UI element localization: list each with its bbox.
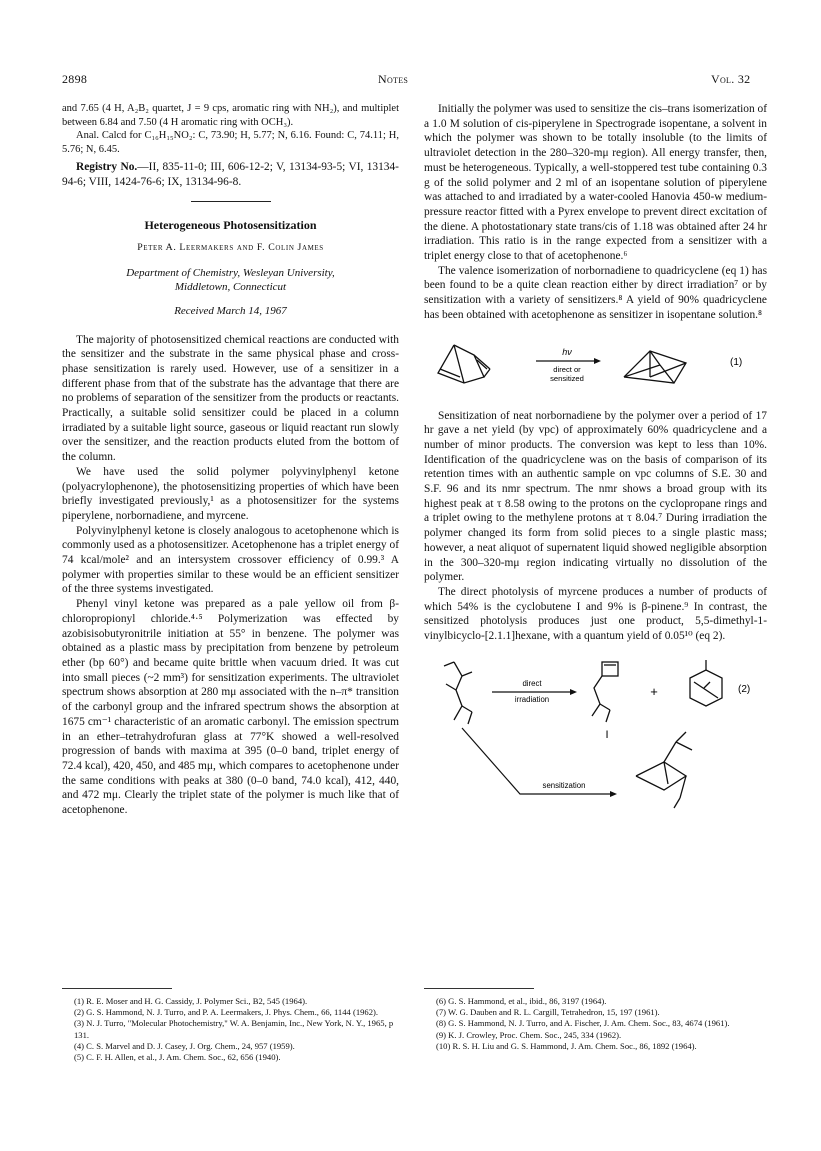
body-paragraph-2: We have used the solid polymer polyvinylphenyl ketone (polyacrylophenone), the photosensitizing properties of which have been briefly investigated previously,¹ as a photosensitizer for the systems piperylene, norbornadiene, and myrcene.: [62, 465, 399, 522]
volume-label: Vol. 32: [711, 72, 751, 86]
body-paragraph-5: Initially the polymer was used to sensitize the cis–trans isomerization of a 1.0 M solution of cis-piperylene in Spectrograde isopentane, a solvent in which the polymer was shown to be totally insoluble (to the limits of ultraviolet detection in the 280–320-mμ region). All energy transfer, then, must be heterogeneous. Typically, a well-stoppered test tube containing 0.3 g of the solid polymer and 2 ml of an isopentane solution of piperylene was attached to and irradiated by a water-cooled Hanovia 450-w medium-pressure reactor fitted with a Pyrex envelope to prevent direct excitation of the diene. A photostationary state trans/cis of 1.18 was obtained after 24 hr irradiation. This ratio is in the range expected from a sensitizer with a triplet energy close to that of acetophenone.⁶: [424, 103, 767, 263]
footnote-8: (8) G. S. Hammond, N. J. Turro, and A. Fischer, J. Am. Chem. Soc., 83, 4674 (1961).: [436, 1018, 730, 1029]
article-title: Heterogeneous Photosensitization: [144, 218, 317, 233]
eq1-arrow-top: hν: [562, 346, 572, 357]
eq1-arrow-bottom-1: direct or: [553, 364, 581, 374]
affiliation: [62, 266, 399, 294]
footnote-7: (7) W. G. Dauben and R. L. Cargill, Tetrahedron, 15, 197 (1961).: [436, 1007, 660, 1018]
body-paragraph-4: Phenyl vinyl ketone was prepared as a pale yellow oil from β-chloropropionyl chloride.⁴·⁵ Polymerization was effected by azobisisobutyronitrile initiation at 55° in benzene. The polymer was obtained as a plastic mass by precipitation from benzene by petroleum ether (bp 60°) and became quite brittle when vacuum dried. It was cut into small pieces (~2 mm³) for sensitization experiments. The ultraviolet spectrum shows absorption at 280 mμ associated with the n–π* transition of the carbonyl group and the infrared spectrum shows the absorption at 1675 cm⁻¹ characteristic of an aromatic carbonyl. The emission spectrum in an ether–tetrahydrofuran glass at 77°K showed a well-resolved progression of bands with maxima at 395 (0–0 band, triplet energy of 72.4 kcal), 420, 450, and 485 mμ, which compares to acetophenone under the same conditions with peaks at 380 (0–0 band, 74.0 kcal), 412, 440, and 472 mμ. Clearly the triplet state of the polymer is much like that of acetophenone.: [62, 598, 399, 817]
page-number: 2898: [62, 72, 88, 86]
body-paragraph-7: Sensitization of neat norbornadiene by the polymer over a period of 17 hr gave a net yield (by vpc) of approximately 60% quadricyclene and a number of minor products. The conversion was kept to less than 10%. Identification of the quadricyclene was on the basis of comparison of its retention times with an authentic sample on vpc columns of S.E. 30 and S.F. 96 and its nmr spectrum. The nmr shows a broad group with its highest peak at τ 8.58 owing to the protons on the cyclopropane rings and a triplet owing to the methylene protons at τ 8.04.⁷ During irradiation the polymer changed its form from solid pieces to a single plastic mass; however, a neat aliquot of supernatent liquid showed negligible absorption in the 300–320-mμ region indicating virtually no dissolution of the polymer.: [424, 409, 767, 584]
myrcene-scheme: [424, 658, 767, 810]
myrcene-structure: [444, 662, 472, 724]
registry-numbers: [62, 160, 399, 189]
footnote-1: (1) R. E. Moser and H. G. Cassidy, J. Polymer Sci., B2, 545 (1964).: [74, 996, 308, 1006]
body-paragraph-8: The direct photolysis of myrcene produces a number of products of which 54% is the cyclobutene I and 9% is β-pinene.⁹ In contrast, the sensitized photolysis produces just one product, 5,5-dimethyl-1-vinylbicyclo-[2.1.1]hexane, with a quantum yield of 0.05¹⁰ (eq 2).: [424, 585, 767, 643]
cyclobutene-structure: [592, 662, 618, 722]
footnote-rule-right: [424, 988, 534, 989]
registry-text: —II, 835-11-0; III, 606-12-2; V, 13134-93-5; VI, 13134-94-6; VIII, 1424-76-6; IX, 13134-96-8.: [62, 161, 399, 188]
received-date: Received March 14, 1967: [174, 304, 287, 317]
footnote-10: (10) R. S. H. Liu and G. S. Hammond, J. Am. Chem. Soc., 86, 1892 (1964).: [436, 1040, 697, 1051]
vinylbicyclohexane-structure: [636, 732, 692, 808]
footnote-2: (2) G. S. Hammond, N. J. Turro, and P. A. Leermakers, J. Phys. Chem., 66, 1144 (1962).: [74, 1007, 379, 1018]
footnotes-left: [62, 996, 402, 1063]
section-header: Notes: [378, 72, 409, 86]
eq2-number: (2): [738, 683, 751, 695]
body-paragraph-3: Polyvinylphenyl ketone is closely analogous to acetophenone which is commonly used as a photosensitizer. Acetophenone has a triplet energy of 74 kcal/mole² and an intersystem crossover efficiency of 0.99.³ A polymer with properties similar to these would be an efficient sensitizer of the three systems investigated.: [62, 524, 399, 596]
footnote-9: (9) K. J. Crowley, Proc. Chem. Soc., 245, 334 (1962).: [436, 1029, 622, 1040]
previous-article-continuation: and 7.65 (4 H, A₂B₂ quartet, J = 9 cps, aromatic ring with NH₂), and multiplet between 6.84 and 7.50 (4 H aromatic ring with OCH₃).: [62, 103, 399, 128]
right-column: [424, 102, 767, 822]
body-paragraph-6: The valence isomerization of norbornadiene to quadricyclene (eq 1) has been found to be a quite clean reaction either by direct irradiation⁷ or by sensitization with a variety of sensitizers.⁸ A yield of 90% quadricyclene has been obtained with acetophenone as sensitizer in isopentane solution.⁸: [424, 264, 767, 321]
footnote-5: (5) C. F. H. Allen, et al., J. Am. Chem. Soc., 62, 656 (1940).: [74, 1052, 281, 1063]
equation-1: [424, 333, 767, 397]
eq1-arrow-bottom-2: sensitized: [550, 373, 584, 383]
eq2-plus: +: [650, 683, 658, 699]
quadricyclene-structure: [624, 351, 686, 383]
reaction-arrow-sensitized: [462, 728, 610, 794]
footnote-4: (4) C. S. Marvel and D. J. Casey, J. Org. Chem., 24, 957 (1959).: [74, 1040, 295, 1051]
registry-label: Registry No.: [76, 161, 138, 173]
section-divider: [191, 201, 271, 202]
elemental-analysis: Anal. Calcd for C₁₆H₁₅NO₂: C, 73.90; H, 5.77; N, 6.16. Found: C, 74.11; H, 5.76; N, 6.45.: [62, 130, 399, 155]
eq2-compound-label: I: [605, 728, 609, 741]
beta-pinene-structure: [690, 660, 722, 706]
equation-2: [424, 658, 767, 810]
eq1-number: (1): [730, 356, 743, 368]
article-authors: Peter A. Leermakers and F. Colin James: [137, 242, 324, 254]
affiliation-line-1: Department of Chemistry, Wesleyan University,: [126, 266, 335, 279]
body-paragraph-1: The majority of photosensitized chemical reactions are conducted with the sensitizer and the substrate in the same physical phase and cross-phase sensitization is rarely used. However, use of a sensitizer in a different phase from that of the substrate has the advantage that there are no problems of separation of the sensitizer from the products or reactants. Practically, a suitable solid sensitizer could be placed in a column irradiated by a suitable light source, gaseous or liquid reactant run slowly over the sensitizer, and the reaction products eluted from the bottom of the column.: [62, 333, 399, 464]
footnote-3: (3) N. J. Turro, "Molecular Photochemistry," W. A. Benjamin, Inc., New York, N. Y., 1965, p 131.: [74, 1018, 394, 1040]
eq2-arrow1-label-1: direct: [522, 678, 542, 688]
left-column: [62, 102, 399, 818]
footnote-rule-left: [62, 988, 172, 989]
eq2-arrow1-label-2: irradiation: [514, 694, 550, 704]
norbornadiene-scheme: [424, 333, 767, 397]
norbornadiene-structure: [438, 345, 490, 383]
footnote-6: (6) G. S. Hammond, et al., ibid., 86, 3197 (1964).: [436, 996, 607, 1006]
footnotes-right: [424, 996, 767, 1052]
affiliation-line-2: Middletown, Connecticut: [174, 280, 287, 293]
eq2-arrow2-label: sensitization: [542, 780, 586, 790]
